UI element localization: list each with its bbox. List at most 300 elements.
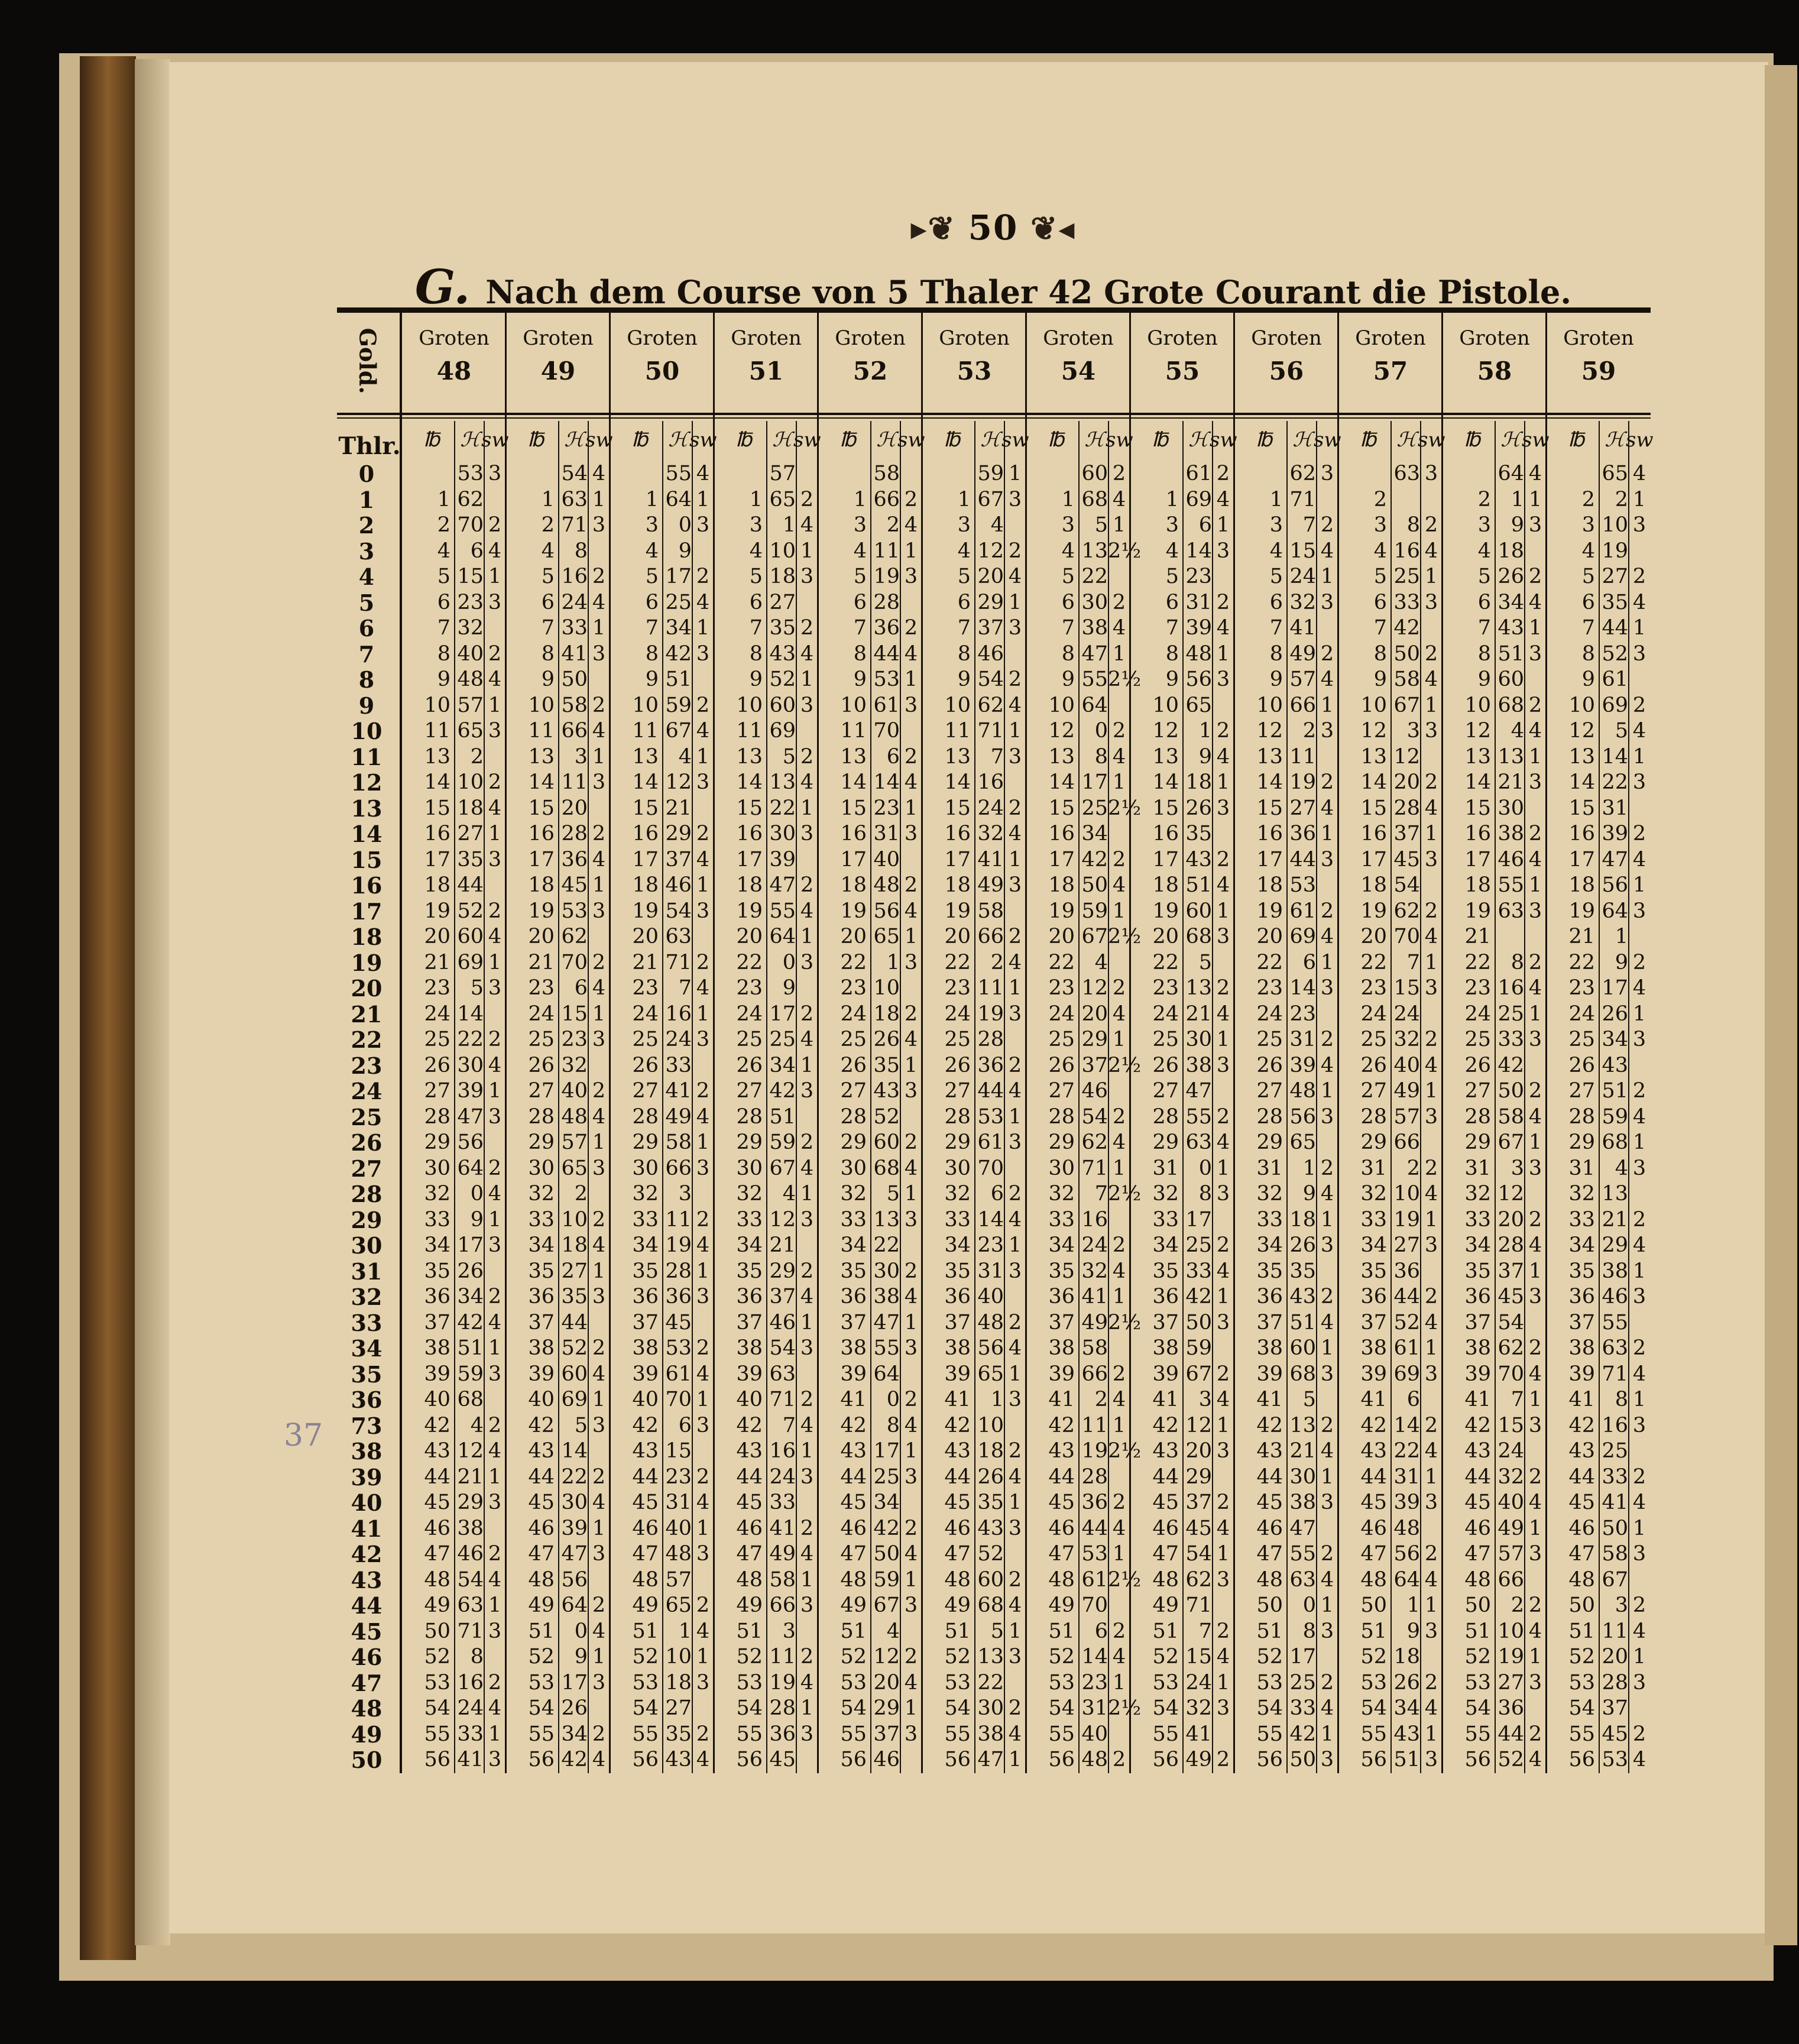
table-cell: 18 (424, 873, 450, 897)
table-cell: 3 (1424, 590, 1438, 614)
table-cell: 46 (1360, 1516, 1387, 1540)
table-cell: 16 (1568, 822, 1595, 846)
table-cell: 27 (1602, 565, 1628, 588)
table-cell: 12 (873, 1645, 900, 1669)
table-cell: 50 (424, 1619, 450, 1643)
table-cell: 2 (800, 616, 814, 640)
table-cell: 54 (1048, 1696, 1075, 1720)
table-cell: 52 (1497, 1748, 1524, 1771)
table-cell: 29 (424, 1130, 450, 1154)
table-cell: 22 (1602, 770, 1628, 794)
table-cell: 24 (665, 1028, 692, 1051)
table-cell: 42 (528, 1413, 555, 1437)
table-cell: 1 (1112, 1285, 1126, 1308)
table-cell: 26 (944, 1053, 971, 1077)
table-cell: 44 (1602, 616, 1628, 640)
table-cell: 17 (1360, 847, 1387, 872)
table-cell: 6 (645, 590, 659, 614)
table-cell: 2½ (1108, 1696, 1142, 1720)
table-cell: 42 (873, 1516, 900, 1540)
table-cell: 49 (1185, 1748, 1212, 1771)
table-cell: 9 (574, 1645, 588, 1669)
table-cell: 27 (1152, 1079, 1179, 1103)
table-cell: 2 (1112, 462, 1126, 485)
table-cell: 2½ (1108, 539, 1142, 563)
table-cell: 1 (800, 1567, 814, 1592)
table-cell: 2 (1632, 565, 1646, 588)
table-cell: 52 (873, 1104, 900, 1129)
table-cell: 55 (769, 899, 796, 923)
table-cell: 3 (1632, 642, 1646, 666)
table-cell: 21 (665, 796, 692, 820)
table-cell: 2 (488, 1028, 502, 1051)
table-cell: 33 (1393, 590, 1420, 614)
table-cell: 1 (1424, 565, 1438, 588)
table-cell: 17 (1081, 770, 1108, 794)
table-cell: 3 (749, 513, 763, 537)
table-cell: 29 (873, 1696, 900, 1720)
table-cell: 0 (470, 1182, 484, 1206)
table-cell: 67 (873, 1593, 900, 1617)
table-cell: 3 (904, 1593, 918, 1617)
table-cell: 4 (904, 1670, 918, 1695)
table-cell: 8 (645, 642, 659, 666)
table-cell: 29 (1464, 1130, 1491, 1154)
top-rule (337, 307, 1651, 313)
table-cell: 47 (977, 1748, 1004, 1771)
group-label: Groten (1355, 326, 1426, 350)
table-cell: 44 (561, 1310, 588, 1334)
sub-header: sw (585, 428, 613, 452)
table-cell: 35 (1152, 1259, 1179, 1283)
table-cell: 3 (488, 847, 502, 872)
row-label: 9 (358, 692, 375, 719)
table-cell: 29 (769, 1259, 796, 1283)
table-cell: 32 (1048, 1182, 1075, 1206)
table-cell: 28 (769, 1696, 796, 1720)
table-cell: 1 (1320, 1722, 1334, 1746)
table-cell: 48 (457, 668, 484, 691)
table-cell: 49 (736, 1593, 763, 1617)
table-cell: 55 (944, 1722, 971, 1746)
table-cell: 2 (488, 899, 502, 923)
table-cell: 22 (1568, 950, 1595, 974)
table-cell: 13 (424, 744, 450, 769)
table-cell: 30 (528, 1156, 555, 1180)
table-cell: 4 (800, 1156, 814, 1180)
table-cell: 34 (769, 1053, 796, 1077)
table-cell: 52 (1256, 1645, 1283, 1669)
table-cell: 2 (990, 950, 1004, 974)
table-cell: 28 (1393, 796, 1420, 820)
table-cell: 1 (1008, 1104, 1022, 1129)
table-cell: 30 (1497, 796, 1524, 820)
table-cell: 4 (1216, 1645, 1230, 1669)
table-cell: 59 (977, 462, 1004, 485)
table-cell: 18 (528, 873, 555, 897)
table-cell: 3 (1061, 513, 1075, 537)
table-cell: 1 (1008, 1619, 1022, 1643)
table-cell: 22 (1464, 950, 1491, 974)
table-cell: 13 (1289, 1413, 1316, 1437)
table-cell: 2 (1216, 1104, 1230, 1129)
table-cell: 45 (944, 1491, 971, 1514)
table-cell: 3 (800, 1207, 814, 1232)
table-cell: 50 (1185, 1310, 1212, 1334)
table-cell: 40 (561, 1079, 588, 1103)
table-cell: 71 (1289, 487, 1316, 511)
table-cell: 66 (873, 487, 900, 511)
table-cell: 8 (437, 642, 450, 666)
table-cell: 55 (1464, 1722, 1491, 1746)
table-cell: 54 (1568, 1696, 1595, 1720)
table-cell: 3 (592, 1413, 606, 1437)
table-cell: 51 (1360, 1619, 1387, 1643)
table-cell: 62 (561, 925, 588, 948)
table-cell: 10 (1568, 693, 1595, 717)
row-label: 17 (351, 898, 383, 925)
table-cell: 55 (1048, 1722, 1075, 1746)
table-cell: 57 (665, 1567, 692, 1592)
table-cell: 20 (1602, 1645, 1628, 1669)
table-cell: 4 (1424, 1696, 1438, 1720)
table-cell: 52 (1152, 1645, 1179, 1669)
sub-header: sw (1418, 428, 1445, 452)
table-cell: 29 (1568, 1130, 1595, 1154)
table-cell: 34 (1602, 1028, 1628, 1051)
table-cell: 1 (696, 1388, 710, 1411)
table-cell: 49 (1289, 642, 1316, 666)
table-cell: 3 (1008, 1645, 1022, 1669)
table-cell: 1 (1320, 1079, 1334, 1103)
row-label: 50 (351, 1747, 383, 1773)
sub-header: ℔ (944, 428, 960, 452)
table-cell: 41 (1048, 1388, 1075, 1411)
table-cell: 45 (1602, 1722, 1628, 1746)
table-cell: 42 (769, 1079, 796, 1103)
table-cell: 70 (457, 513, 484, 537)
table-cell: 4 (470, 1413, 484, 1437)
table-cell: 25 (1360, 1028, 1387, 1051)
table-cell: 3 (696, 1413, 710, 1437)
table-cell: 32 (1081, 1259, 1108, 1283)
table-cell: 30 (840, 1156, 867, 1180)
table-cell: 58 (873, 462, 900, 485)
table-cell: 66 (769, 1593, 796, 1617)
table-cell: 52 (1464, 1645, 1491, 1669)
table-cell: 40 (1081, 1722, 1108, 1746)
table-cell: 43 (1360, 1439, 1387, 1463)
table-cell: 42 (665, 642, 692, 666)
table-cell: 1 (800, 1053, 814, 1077)
table-cell: 20 (632, 925, 659, 948)
table-cell: 11 (528, 719, 555, 743)
table-cell: 34 (632, 1233, 659, 1257)
table-cell: 2 (904, 1130, 918, 1154)
table-cell: 43 (736, 1439, 763, 1463)
table-cell: 17 (561, 1670, 588, 1695)
table-cell: 1 (592, 487, 606, 511)
table-cell: 18 (873, 1002, 900, 1026)
row-label-divider (400, 307, 402, 1773)
table-cell: 4 (488, 1182, 502, 1206)
table-cell: 16 (769, 1439, 796, 1463)
table-cell: 19 (1048, 899, 1075, 923)
table-cell: 2 (1373, 487, 1387, 511)
table-cell: 67 (769, 1156, 796, 1180)
table-cell: 3 (1216, 1053, 1230, 1077)
table-cell: 7 (1094, 1182, 1108, 1206)
table-cell: 12 (665, 770, 692, 794)
table-cell: 1 (1320, 1207, 1334, 1232)
table-cell: 4 (592, 719, 606, 743)
header-rule (337, 413, 1651, 415)
table-cell: 66 (1497, 1567, 1524, 1592)
table-cell: 32 (528, 1182, 555, 1206)
table-cell: 47 (1602, 847, 1628, 872)
table-cell: 36 (977, 1053, 1004, 1077)
table-cell: 2 (1320, 770, 1334, 794)
table-cell: 28 (944, 1104, 971, 1129)
table-cell: 6 (1302, 950, 1316, 974)
table-cell: 1 (1320, 1465, 1334, 1489)
sub-header: ℋ (1188, 428, 1208, 452)
table-cell: 3 (696, 1670, 710, 1695)
table-cell: 34 (1152, 1233, 1179, 1257)
table-cell: 20 (561, 796, 588, 820)
table-cell: 60 (457, 925, 484, 948)
table-cell: 4 (800, 770, 814, 794)
table-cell: 7 (957, 616, 971, 640)
table-cell: 35 (873, 1053, 900, 1077)
table-cell: 1 (1269, 487, 1283, 511)
table-cell: 3 (904, 1079, 918, 1103)
table-cell: 3 (1008, 873, 1022, 897)
table-cell: 4 (1373, 539, 1387, 563)
table-cell: 10 (769, 539, 796, 563)
table-cell: 4 (696, 1748, 710, 1771)
table-cell: 68 (1602, 1130, 1628, 1154)
table-cell: 30 (736, 1156, 763, 1180)
table-cell: 13 (1152, 744, 1179, 769)
table-cell: 39 (769, 847, 796, 872)
table-cell: 4 (1632, 1748, 1646, 1771)
table-cell: 56 (1048, 1748, 1075, 1771)
table-cell: 48 (1464, 1567, 1491, 1592)
table-cell: 27 (424, 1079, 450, 1103)
table-cell: 4 (645, 539, 659, 563)
table-cell: 1 (488, 1336, 502, 1360)
table-cell: 2 (904, 1002, 918, 1026)
table-cell: 52 (1360, 1645, 1387, 1669)
table-cell: 2 (1216, 590, 1230, 614)
table-cell: 1 (1216, 1028, 1230, 1051)
table-cell: 2 (1112, 847, 1126, 872)
sub-header: ℔ (527, 428, 544, 452)
table-cell: 26 (561, 1696, 588, 1720)
table-cell: 4 (1424, 1439, 1438, 1463)
table-cell: 11 (424, 719, 450, 743)
sub-header: sw (1314, 428, 1341, 452)
table-cell: 5 (645, 565, 659, 588)
table-cell: 28 (561, 822, 588, 846)
table-cell: 9 (1406, 1619, 1420, 1643)
table-cell: 8 (1269, 642, 1283, 666)
table-cell: 2 (1008, 925, 1022, 948)
table-cell: 2 (696, 950, 710, 974)
table-cell: 54 (1152, 1696, 1179, 1720)
table-cell: 54 (944, 1696, 971, 1720)
table-cell: 13 (736, 744, 763, 769)
table-cell: 24 (1185, 1670, 1212, 1695)
table-cell: 20 (1048, 925, 1075, 948)
table-cell: 3 (1216, 668, 1230, 691)
table-cell: 18 (1185, 770, 1212, 794)
table-cell: 10 (1360, 693, 1387, 717)
table-cell: 43 (1497, 616, 1524, 640)
table-cell: 45 (632, 1491, 659, 1514)
table-cell: 3 (488, 1362, 502, 1386)
table-cell: 2 (1008, 1696, 1022, 1720)
table-cell: 16 (1497, 976, 1524, 1000)
table-cell: 69 (457, 950, 484, 974)
table-cell: 57 (457, 693, 484, 717)
table-cell: 41 (1360, 1388, 1387, 1411)
row-label: 42 (351, 1541, 383, 1567)
table-cell: 17 (528, 847, 555, 872)
table-cell: 4 (800, 1413, 814, 1437)
table-cell: 4 (592, 1362, 606, 1386)
table-cell: 1 (904, 1439, 918, 1463)
table-cell: 63 (1393, 462, 1420, 485)
table-cell: 8 (574, 539, 588, 563)
table-cell: 1 (1008, 847, 1022, 872)
table-cell: 53 (1048, 1670, 1075, 1695)
group-value: 50 (644, 357, 680, 386)
table-cell: 34 (1081, 822, 1108, 846)
table-cell: 49 (1497, 1516, 1524, 1540)
table-cell: 6 (1198, 513, 1212, 537)
table-cell: 2 (592, 1336, 606, 1360)
table-cell: 1 (1216, 1156, 1230, 1180)
table-cell: 2 (592, 950, 606, 974)
table-cell: 1 (749, 487, 763, 511)
table-cell: 4 (488, 1696, 502, 1720)
table-cell: 54 (632, 1696, 659, 1720)
table-cell: 41 (769, 1516, 796, 1540)
table-cell: 4 (1528, 590, 1542, 614)
table-cell: 4 (1094, 950, 1108, 974)
table-cell: 25 (1568, 1028, 1595, 1051)
table-cell: 38 (1464, 1336, 1491, 1360)
table-cell: 30 (1081, 590, 1108, 614)
table-cell: 1 (1528, 873, 1542, 897)
table-cell: 4 (696, 1619, 710, 1643)
table-cell: 2 (1320, 1413, 1334, 1437)
row-label: 15 (351, 846, 383, 873)
table-cell: 53 (561, 899, 588, 923)
table-cell: 32 (1464, 1182, 1491, 1206)
table-cell: 1 (1528, 1259, 1542, 1283)
table-cell: 8 (1615, 1388, 1628, 1411)
table-cell: 35 (561, 1285, 588, 1308)
table-cell: 2 (696, 1593, 710, 1617)
table-cell: 26 (1464, 1053, 1491, 1077)
table-cell: 20 (1360, 925, 1387, 948)
table-cell: 37 (944, 1310, 971, 1334)
table-cell: 4 (1008, 1722, 1022, 1746)
table-cell: 19 (769, 1670, 796, 1695)
table-cell: 4 (1320, 1182, 1334, 1206)
table-cell: 31 (977, 1259, 1004, 1283)
table-cell: 35 (1256, 1259, 1283, 1283)
table-cell: 16 (977, 770, 1004, 794)
table-cell: 37 (1464, 1310, 1491, 1334)
table-cell: 30 (632, 1156, 659, 1180)
table-cell: 3 (592, 1285, 606, 1308)
table-cell: 9 (1615, 950, 1628, 974)
table-cell: 20 (1152, 925, 1179, 948)
table-cell: 42 (1081, 847, 1108, 872)
table-cell: 13 (1497, 744, 1524, 769)
table-cell: 9 (1510, 513, 1524, 537)
table-cell: 44 (1464, 1465, 1491, 1489)
table-cell: 2 (800, 1388, 814, 1411)
table-cell: 58 (1497, 1104, 1524, 1129)
table-cell: 2 (1632, 950, 1646, 974)
table-cell: 3 (800, 565, 814, 588)
sub-header: ℔ (631, 428, 648, 452)
table-cell: 44 (1497, 1722, 1524, 1746)
table-cell: 25 (1152, 1028, 1179, 1051)
table-cell: 3 (1008, 744, 1022, 769)
table-cell: 2 (488, 1413, 502, 1437)
table-cell: 4 (1216, 1130, 1230, 1154)
table-cell: 4 (800, 1028, 814, 1051)
table-cell: 10 (424, 693, 450, 717)
table-cell: 23 (1360, 976, 1387, 1000)
table-cell: 5 (957, 565, 971, 588)
table-cell: 61 (1185, 462, 1212, 485)
table-cell: 2 (1112, 590, 1126, 614)
table-cell: 54 (977, 668, 1004, 691)
table-cell: 46 (1602, 1285, 1628, 1308)
table-cell: 27 (944, 1079, 971, 1103)
table-cell: 14 (736, 770, 763, 794)
table-cell: 19 (840, 899, 867, 923)
table-cell: 17 (840, 847, 867, 872)
table-cell: 4 (696, 462, 710, 485)
table-cell: 2 (1528, 950, 1542, 974)
table-cell: 18 (665, 1670, 692, 1695)
table-cell: 2 (437, 513, 450, 537)
table-cell: 27 (1464, 1079, 1491, 1103)
table-cell: 3 (1632, 1670, 1646, 1695)
table-cell: 36 (944, 1285, 971, 1308)
table-cell: 54 (1081, 1104, 1108, 1129)
table-cell: 23 (561, 1028, 588, 1051)
table-cell: 19 (1464, 899, 1491, 923)
table-cell: 60 (977, 1567, 1004, 1592)
table-cell: 1 (1216, 1670, 1230, 1695)
table-cell: 46 (769, 1310, 796, 1334)
table-cell: 2 (1320, 513, 1334, 537)
table-cell: 1 (645, 487, 659, 511)
table-cell: 5 (1302, 1388, 1316, 1411)
table-cell: 1 (1008, 719, 1022, 743)
table-cell: 4 (1615, 1156, 1628, 1180)
table-cell: 42 (1360, 1413, 1387, 1437)
